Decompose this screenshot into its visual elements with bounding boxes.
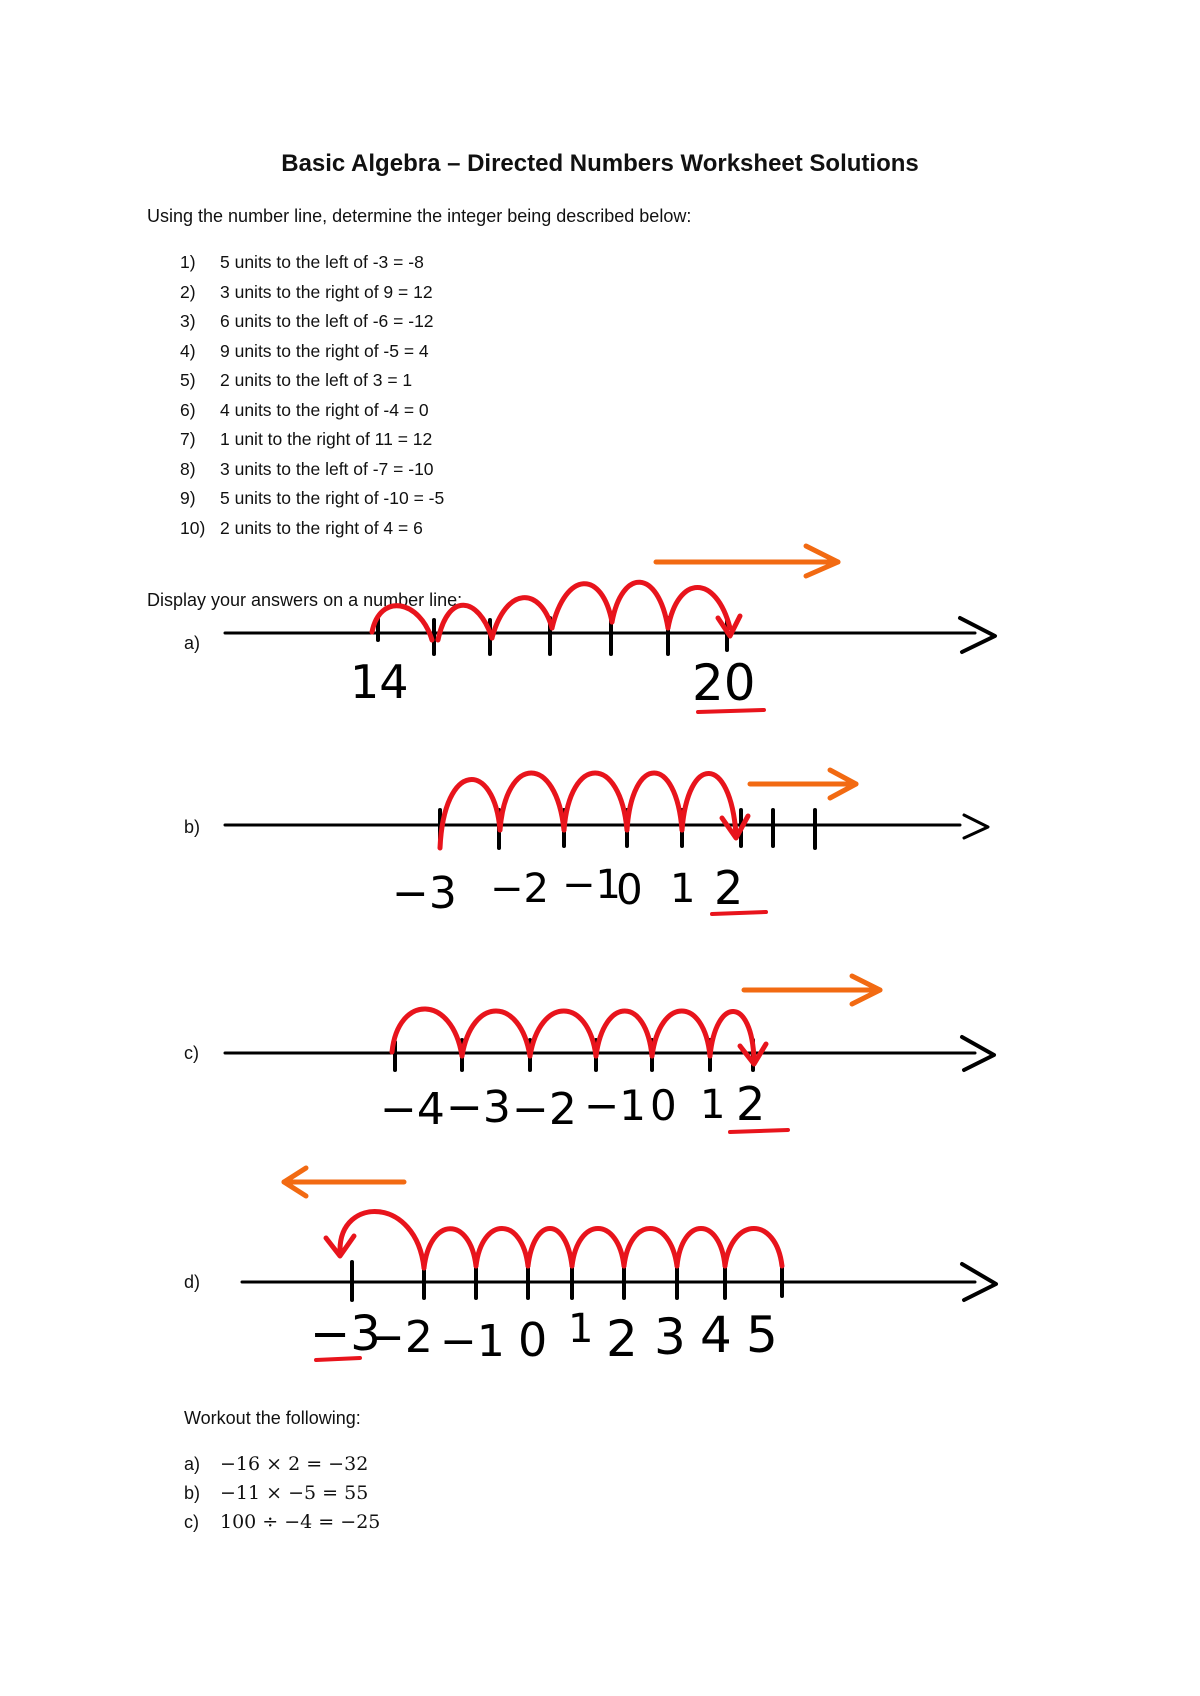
- answer-underline: [712, 912, 766, 914]
- hop-arcs: [326, 1212, 782, 1268]
- item-text: 2 units to the right of 4 = 6: [220, 517, 423, 538]
- tick-label: 0: [650, 1081, 677, 1130]
- tick-label: 1: [700, 1082, 726, 1128]
- item-text: 2 units to the left of 3 = 1: [220, 370, 413, 390]
- page-title: Basic Algebra – Directed Numbers Worksheet Solutions: [281, 150, 919, 177]
- axis-arrowhead: [960, 618, 995, 652]
- tick-label: −1: [584, 1081, 646, 1130]
- direction-arrow: [744, 976, 880, 1004]
- answer-label: −3: [310, 1306, 381, 1362]
- tick-label: −2: [512, 1084, 577, 1135]
- tick-label: −3: [446, 1082, 511, 1133]
- answer-label: 20: [692, 654, 756, 712]
- tick-label: −3: [392, 868, 457, 919]
- item-text: 1 unit to the right of 11 = 12: [220, 429, 433, 449]
- item-label: b): [184, 1483, 201, 1503]
- number-line-b: [225, 770, 988, 919]
- number-line-instructions: Display your answers on a number line:: [147, 590, 463, 610]
- answer-label: 2: [714, 861, 744, 915]
- tick-label: 5: [746, 1306, 778, 1364]
- tick-label: −1: [562, 862, 621, 908]
- list-item: [184, 1479, 380, 1508]
- hop-arcs: [392, 1009, 766, 1064]
- list-item: [184, 1450, 380, 1479]
- item-number: 7): [180, 429, 196, 449]
- axis-arrowhead: [964, 815, 988, 838]
- item-text: 3 units to the left of -7 = -10: [220, 458, 434, 479]
- item-number: 10): [180, 517, 206, 538]
- tick-label: 1: [568, 1306, 594, 1352]
- math-expression: −16 × 2 = −32: [220, 1453, 369, 1475]
- item-text: 5 units to the right of -10 = -5: [220, 488, 445, 508]
- direction-arrow: [656, 546, 838, 576]
- item-number: 1): [180, 252, 196, 272]
- item-text: 5 units to the left of -3 = -8: [220, 252, 424, 272]
- item-number: 3): [180, 311, 196, 331]
- item-text: 4 units to the right of -4 = 0: [220, 399, 429, 420]
- tick-label: 4: [700, 1306, 732, 1364]
- number-line-c: [225, 976, 994, 1135]
- math-expression: −11 × −5 = 55: [220, 1482, 369, 1504]
- tick-label: 2: [606, 1310, 638, 1368]
- tick-label: 0: [616, 865, 643, 914]
- part-label-b: b): [184, 817, 201, 837]
- tick-label: 3: [654, 1308, 686, 1366]
- tick-marks: [395, 1040, 753, 1070]
- item-text: 9 units to the right of -5 = 4: [220, 340, 429, 361]
- tick-label: 1: [670, 866, 696, 912]
- number-line-a: [225, 546, 995, 712]
- start-number-label: 14: [350, 655, 409, 709]
- item-number: 6): [180, 399, 196, 420]
- number-line-d: [242, 1168, 996, 1368]
- tick-label: −1: [440, 1316, 505, 1367]
- item-number: 5): [180, 370, 196, 390]
- tick-label: 0: [518, 1313, 548, 1367]
- item-label: a): [184, 1454, 201, 1474]
- direction-arrow: [750, 770, 856, 798]
- answer-underline: [698, 710, 764, 712]
- operations-list: [184, 1450, 380, 1537]
- part-label-d: d): [184, 1272, 201, 1292]
- item-text: 6 units to the left of -6 = -12: [220, 311, 434, 331]
- list-item: [184, 1508, 380, 1537]
- direction-arrow: [284, 1168, 404, 1196]
- item-number: 8): [180, 458, 196, 479]
- workout-heading: Workout the following:: [184, 1408, 361, 1428]
- tick-label: −4: [380, 1084, 445, 1135]
- item-label: c): [184, 1512, 199, 1532]
- answer-underline: [730, 1130, 788, 1132]
- item-number: 2): [180, 281, 196, 302]
- item-number: 9): [180, 488, 196, 508]
- tick-label: −2: [490, 866, 549, 912]
- part-label-a: a): [184, 633, 201, 653]
- hop-arcs: [372, 582, 740, 640]
- part-label-c: c): [184, 1043, 199, 1063]
- tick-label: −2: [368, 1312, 433, 1363]
- item-number: 4): [180, 340, 196, 361]
- answer-underline: [316, 1358, 360, 1360]
- hop-arcs: [440, 773, 748, 848]
- answer-label: 2: [736, 1077, 766, 1131]
- instructions-text: Using the number line, determine the integer being described below:: [147, 206, 692, 226]
- item-text: 3 units to the right of 9 = 12: [220, 281, 433, 302]
- math-expression: 100 ÷ −4 = −25: [220, 1511, 381, 1533]
